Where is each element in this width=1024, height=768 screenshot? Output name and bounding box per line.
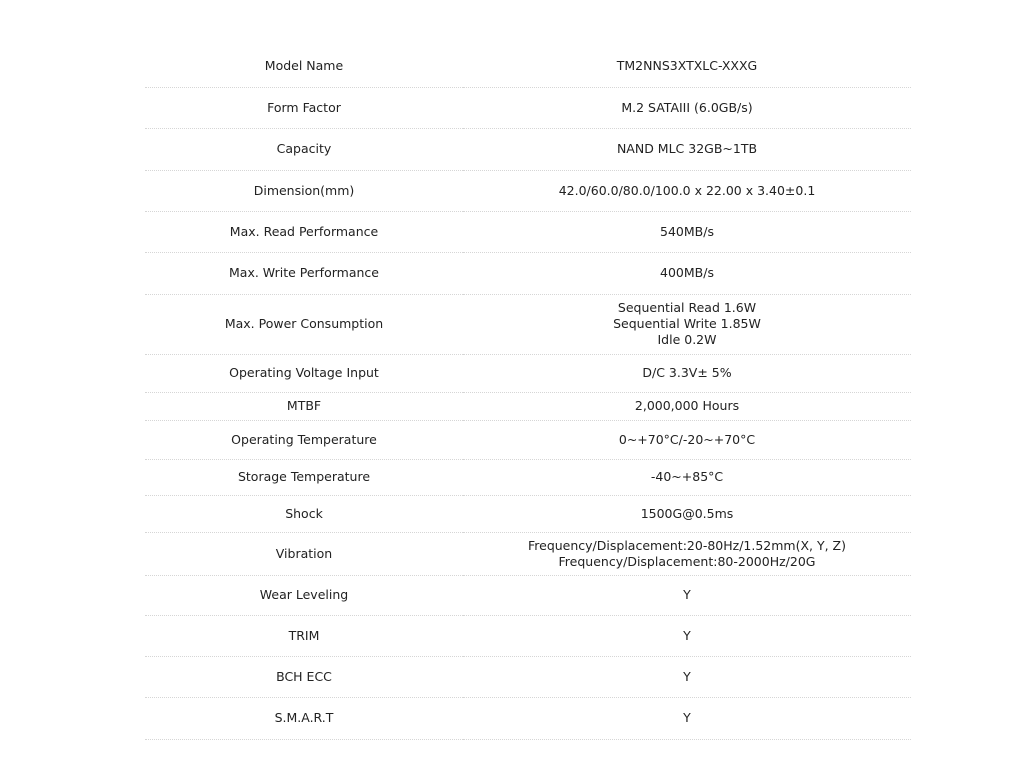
- spec-value-line: Frequency/Displacement:20-80Hz/1.52mm(X, Y, Z): [527, 537, 847, 553]
- spec-table: [145, 46, 911, 740]
- spec-value: [463, 128, 911, 170]
- spec-row: [145, 46, 911, 87]
- spec-value: [463, 354, 911, 392]
- spec-row: [145, 252, 911, 294]
- spec-label: Wear Leveling: [145, 575, 463, 615]
- spec-value: [463, 495, 911, 532]
- spec-value: [463, 211, 911, 252]
- spec-row: [145, 354, 911, 392]
- spec-value: [463, 87, 911, 128]
- spec-value: [463, 532, 911, 575]
- spec-row: [145, 697, 911, 739]
- spec-label: Operating Temperature: [145, 420, 463, 459]
- spec-row: [145, 170, 911, 211]
- spec-value: [463, 46, 911, 87]
- spec-label: Vibration: [145, 532, 463, 575]
- spec-value-line: Sequential Write 1.85W: [613, 316, 761, 331]
- spec-label: TRIM: [145, 615, 463, 656]
- spec-value-line: 1500G@0.5ms: [640, 505, 734, 521]
- spec-value-line: 2,000,000 Hours: [634, 398, 740, 413]
- spec-label: Max. Write Performance: [145, 252, 463, 294]
- spec-value-line: M.2 SATAIII (6.0GB/s): [621, 99, 753, 115]
- spec-value: [463, 252, 911, 294]
- spec-row: [145, 128, 911, 170]
- spec-value: [463, 615, 911, 656]
- spec-row: [145, 87, 911, 128]
- spec-row: [145, 294, 911, 354]
- spec-value-line: D/C 3.3V± 5%: [642, 365, 732, 380]
- spec-value-line: 540MB/s: [660, 223, 714, 239]
- spec-row: [145, 420, 911, 459]
- spec-value: [463, 697, 911, 739]
- spec-row: [145, 575, 911, 615]
- spec-row: [145, 495, 911, 532]
- spec-value-line: Idle 0.2W: [657, 332, 717, 347]
- spec-label: Shock: [145, 495, 463, 532]
- spec-value-line: Y: [683, 710, 691, 725]
- spec-value-line: TM2NNS3XTXLC-XXXG: [616, 58, 758, 74]
- spec-row: [145, 656, 911, 697]
- spec-value-line: NAND MLC 32GB~1TB: [616, 141, 758, 156]
- spec-value-line: -40~+85°C: [650, 469, 724, 484]
- spec-value: [463, 459, 911, 495]
- spec-value: [463, 575, 911, 615]
- spec-label: Max. Read Performance: [145, 211, 463, 252]
- spec-row: [145, 532, 911, 575]
- spec-label: Form Factor: [145, 87, 463, 128]
- spec-value: [463, 420, 911, 459]
- spec-value: [463, 294, 911, 354]
- spec-label: Model Name: [145, 46, 463, 87]
- spec-label: BCH ECC: [145, 656, 463, 697]
- spec-row: [145, 615, 911, 656]
- spec-value-line: Sequential Read 1.6W: [617, 300, 757, 315]
- spec-value-line: 42.0/60.0/80.0/100.0 x 22.00 x 3.40±0.1: [558, 182, 816, 198]
- spec-label: Dimension(mm): [145, 170, 463, 211]
- spec-label: Operating Voltage Input: [145, 354, 463, 392]
- spec-value: [463, 170, 911, 211]
- spec-row: [145, 211, 911, 252]
- spec-row: [145, 392, 911, 420]
- spec-label: Max. Power Consumption: [145, 294, 463, 354]
- spec-row: [145, 459, 911, 495]
- spec-value: [463, 392, 911, 420]
- spec-value-line: Frequency/Displacement:80-2000Hz/20G: [558, 553, 816, 569]
- spec-value-line: Y: [683, 587, 691, 602]
- spec-value: [463, 656, 911, 697]
- spec-value-line: 0~+70°C/-20~+70°C: [618, 431, 756, 447]
- spec-label: MTBF: [145, 392, 463, 420]
- spec-table-body: [145, 46, 911, 739]
- spec-value-line: 400MB/s: [660, 265, 714, 280]
- spec-value-line: Y: [683, 627, 691, 643]
- spec-label: Capacity: [145, 128, 463, 170]
- spec-label: Storage Temperature: [145, 459, 463, 495]
- spec-value-line: Y: [683, 668, 691, 684]
- spec-label: S.M.A.R.T: [145, 697, 463, 739]
